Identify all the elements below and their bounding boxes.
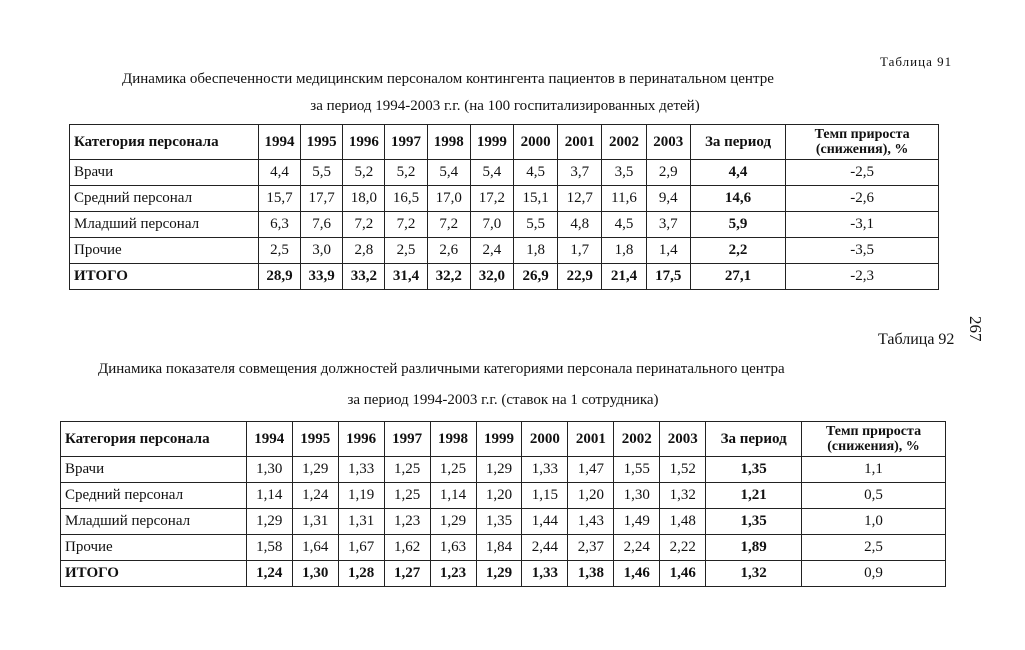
header-rate-line1: Темп прироста <box>825 424 922 439</box>
year-value: 1,20 <box>568 483 614 509</box>
year-value: 12,7 <box>558 186 602 212</box>
rate-value: 1,0 <box>802 509 946 535</box>
period-value: 5,9 <box>690 212 785 238</box>
row-category: Прочие <box>70 238 259 264</box>
table91-title-line1: Динамика обеспеченности медицинским персоналом контингента пациентов в перинатальном центре <box>122 71 774 87</box>
year-value: 1,29 <box>476 457 522 483</box>
row-category: Прочие <box>61 535 247 561</box>
year-value: 2,24 <box>614 535 660 561</box>
year-value: 5,4 <box>427 160 470 186</box>
period-value: 27,1 <box>690 264 785 290</box>
year-value: 5,5 <box>301 160 343 186</box>
period-value: 14,6 <box>690 186 785 212</box>
period-value: 1,35 <box>706 509 802 535</box>
year-value: 1,25 <box>430 457 476 483</box>
year-value: 1,31 <box>292 509 338 535</box>
row-category: ИТОГО <box>61 561 247 587</box>
header-rate-line1: Темп прироста <box>814 127 910 142</box>
year-value: 1,49 <box>614 509 660 535</box>
header-period: За период <box>690 125 785 160</box>
table92-body <box>61 457 946 587</box>
year-value: 1,28 <box>338 561 384 587</box>
year-value: 1,46 <box>614 561 660 587</box>
year-value: 1,47 <box>568 457 614 483</box>
year-value: 2,4 <box>470 238 513 264</box>
year-value: 1,29 <box>292 457 338 483</box>
table91-body <box>70 160 939 290</box>
header-year: 2000 <box>513 125 557 160</box>
table-row <box>61 483 946 509</box>
year-value: 7,0 <box>470 212 513 238</box>
header-year: 2003 <box>646 125 690 160</box>
table92-caption: Таблица 92 <box>878 331 955 348</box>
period-value: 1,35 <box>706 457 802 483</box>
period-value: 4,4 <box>690 160 785 186</box>
year-value: 1,20 <box>476 483 522 509</box>
year-value: 9,4 <box>646 186 690 212</box>
header-category: Категория персонала <box>61 422 247 457</box>
year-value: 15,7 <box>258 186 300 212</box>
header-year: 1997 <box>384 422 430 457</box>
year-value: 1,30 <box>614 483 660 509</box>
year-value: 1,23 <box>384 509 430 535</box>
year-value: 2,44 <box>522 535 568 561</box>
year-value: 2,5 <box>385 238 427 264</box>
year-value: 4,4 <box>258 160 300 186</box>
year-value: 1,52 <box>660 457 706 483</box>
year-value: 17,0 <box>427 186 470 212</box>
year-value: 4,5 <box>602 212 646 238</box>
table-row <box>70 186 939 212</box>
year-value: 1,46 <box>660 561 706 587</box>
header-year: 1997 <box>385 125 427 160</box>
year-value: 17,5 <box>646 264 690 290</box>
year-value: 2,22 <box>660 535 706 561</box>
table-row <box>61 561 946 587</box>
period-value: 1,89 <box>706 535 802 561</box>
year-value: 21,4 <box>602 264 646 290</box>
year-value: 1,25 <box>384 457 430 483</box>
year-value: 1,29 <box>246 509 292 535</box>
year-value: 1,19 <box>338 483 384 509</box>
rate-value: -2,3 <box>786 264 939 290</box>
year-value: 1,35 <box>476 509 522 535</box>
year-value: 17,7 <box>301 186 343 212</box>
year-value: 2,9 <box>646 160 690 186</box>
year-value: 1,30 <box>292 561 338 587</box>
year-value: 2,5 <box>258 238 300 264</box>
year-value: 1,25 <box>384 483 430 509</box>
year-value: 1,38 <box>568 561 614 587</box>
year-value: 22,9 <box>558 264 602 290</box>
year-value: 4,5 <box>513 160 557 186</box>
year-value: 32,0 <box>470 264 513 290</box>
row-category: Врачи <box>61 457 247 483</box>
rate-value: 1,1 <box>802 457 946 483</box>
header-year: 1998 <box>427 125 470 160</box>
table-row <box>61 509 946 535</box>
row-category: Младший персонал <box>70 212 259 238</box>
header-year: 1999 <box>470 125 513 160</box>
header-year: 2002 <box>602 125 646 160</box>
year-value: 11,6 <box>602 186 646 212</box>
year-value: 1,7 <box>558 238 602 264</box>
year-value: 33,2 <box>343 264 385 290</box>
header-year: 1995 <box>292 422 338 457</box>
year-value: 2,8 <box>343 238 385 264</box>
header-year: 2002 <box>614 422 660 457</box>
year-value: 7,2 <box>343 212 385 238</box>
table-row <box>70 264 939 290</box>
year-value: 16,5 <box>385 186 427 212</box>
header-year: 1996 <box>338 422 384 457</box>
table91-header-row <box>70 125 939 160</box>
table91-caption: Таблица 91 <box>880 54 953 69</box>
table-row <box>70 238 939 264</box>
row-category: ИТОГО <box>70 264 259 290</box>
header-year: 1994 <box>258 125 300 160</box>
year-value: 1,64 <box>292 535 338 561</box>
year-value: 1,29 <box>430 509 476 535</box>
period-value: 2,2 <box>690 238 785 264</box>
year-value: 1,30 <box>246 457 292 483</box>
header-category: Категория персонала <box>70 125 259 160</box>
header-year: 1995 <box>301 125 343 160</box>
header-rate-line2: (снижения), % <box>827 439 920 454</box>
header-year: 2001 <box>568 422 614 457</box>
year-value: 1,29 <box>476 561 522 587</box>
year-value: 1,58 <box>246 535 292 561</box>
year-value: 7,6 <box>301 212 343 238</box>
year-value: 2,6 <box>427 238 470 264</box>
year-value: 18,0 <box>343 186 385 212</box>
year-value: 1,63 <box>430 535 476 561</box>
year-value: 33,9 <box>301 264 343 290</box>
year-value: 1,33 <box>338 457 384 483</box>
year-value: 1,4 <box>646 238 690 264</box>
period-value: 1,21 <box>706 483 802 509</box>
year-value: 1,23 <box>430 561 476 587</box>
year-value: 31,4 <box>385 264 427 290</box>
rate-value: -3,1 <box>786 212 939 238</box>
row-category: Младший персонал <box>61 509 247 535</box>
year-value: 5,2 <box>385 160 427 186</box>
year-value: 5,2 <box>343 160 385 186</box>
table-row <box>61 457 946 483</box>
year-value: 1,84 <box>476 535 522 561</box>
page-number: 267 <box>966 316 985 342</box>
header-rate-line2: (снижения), % <box>815 142 909 157</box>
year-value: 2,37 <box>568 535 614 561</box>
year-value: 28,9 <box>258 264 300 290</box>
table92-title-line2: за период 1994-2003 г.г. (ставок на 1 сотрудника) <box>347 392 659 408</box>
year-value: 3,7 <box>646 212 690 238</box>
year-value: 1,44 <box>522 509 568 535</box>
year-value: 1,24 <box>246 561 292 587</box>
row-category: Врачи <box>70 160 259 186</box>
year-value: 15,1 <box>513 186 557 212</box>
header-year: 2003 <box>660 422 706 457</box>
year-value: 3,0 <box>301 238 343 264</box>
rate-value: 0,5 <box>802 483 946 509</box>
header-year: 1996 <box>343 125 385 160</box>
header-year: 2001 <box>558 125 602 160</box>
table92-title-line1: Динамика показателя совмещения должностей различными категориями персонала перинатального центра <box>98 361 785 377</box>
header-period: За период <box>706 422 802 457</box>
year-value: 4,8 <box>558 212 602 238</box>
header-year: 1999 <box>476 422 522 457</box>
year-value: 17,2 <box>470 186 513 212</box>
year-value: 1,55 <box>614 457 660 483</box>
table91-title-line2: за период 1994-2003 г.г. (на 100 госпитализированных детей) <box>310 98 700 114</box>
year-value: 1,24 <box>292 483 338 509</box>
header-year: 1998 <box>430 422 476 457</box>
rate-value: 2,5 <box>802 535 946 561</box>
table-row <box>61 535 946 561</box>
table-row <box>70 160 939 186</box>
header-rate <box>802 422 946 457</box>
year-value: 1,67 <box>338 535 384 561</box>
year-value: 7,2 <box>427 212 470 238</box>
year-value: 3,5 <box>602 160 646 186</box>
row-category: Средний персонал <box>70 186 259 212</box>
year-value: 1,62 <box>384 535 430 561</box>
year-value: 1,33 <box>522 561 568 587</box>
year-value: 5,5 <box>513 212 557 238</box>
year-value: 1,27 <box>384 561 430 587</box>
header-year: 2000 <box>522 422 568 457</box>
table92-header-row <box>61 422 946 457</box>
period-value: 1,32 <box>706 561 802 587</box>
rate-value: -2,6 <box>786 186 939 212</box>
header-year: 1994 <box>246 422 292 457</box>
year-value: 1,48 <box>660 509 706 535</box>
row-category: Средний персонал <box>61 483 247 509</box>
year-value: 1,8 <box>602 238 646 264</box>
table92 <box>60 421 946 587</box>
year-value: 1,14 <box>430 483 476 509</box>
year-value: 1,33 <box>522 457 568 483</box>
year-value: 32,2 <box>427 264 470 290</box>
year-value: 1,14 <box>246 483 292 509</box>
header-rate <box>786 125 939 160</box>
year-value: 6,3 <box>258 212 300 238</box>
year-value: 5,4 <box>470 160 513 186</box>
year-value: 1,15 <box>522 483 568 509</box>
rate-value: -3,5 <box>786 238 939 264</box>
year-value: 7,2 <box>385 212 427 238</box>
rate-value: 0,9 <box>802 561 946 587</box>
rate-value: -2,5 <box>786 160 939 186</box>
year-value: 1,32 <box>660 483 706 509</box>
year-value: 3,7 <box>558 160 602 186</box>
year-value: 1,43 <box>568 509 614 535</box>
table-row <box>70 212 939 238</box>
year-value: 1,31 <box>338 509 384 535</box>
year-value: 26,9 <box>513 264 557 290</box>
table91 <box>69 124 939 290</box>
year-value: 1,8 <box>513 238 557 264</box>
